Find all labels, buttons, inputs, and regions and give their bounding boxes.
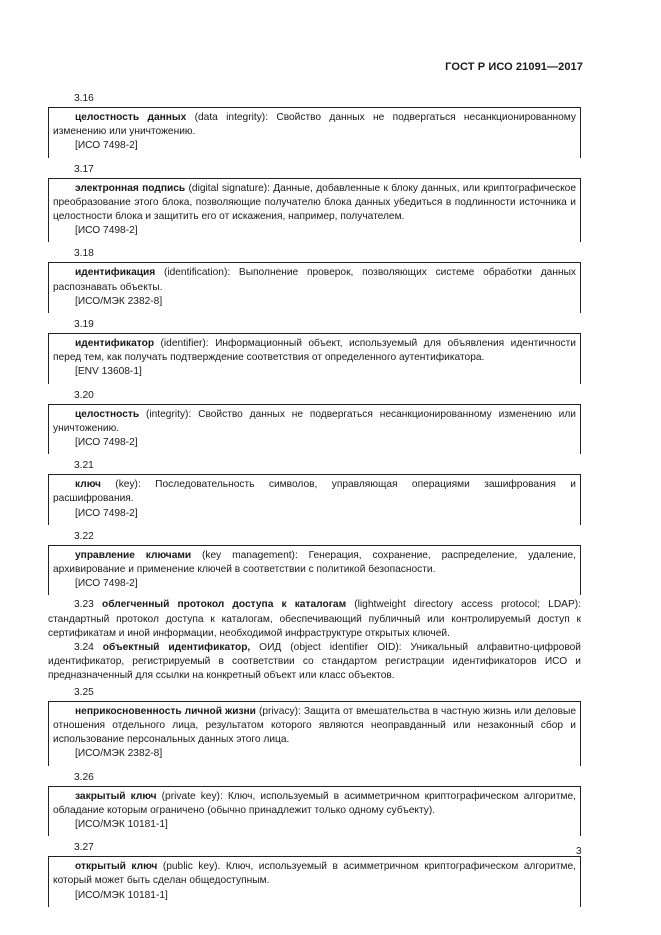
term: целостность <box>75 408 140 420</box>
entry-number: 3.18 <box>74 248 94 260</box>
source-reference: [ИСО 7498-2] <box>75 140 138 152</box>
source-reference: [ИСО/МЭК 10181-1] <box>75 889 168 901</box>
definition-box <box>48 404 581 455</box>
definition-text <box>53 860 576 888</box>
definition-text <box>53 266 576 294</box>
term: электронная подпись <box>75 182 186 194</box>
definition-box <box>48 262 581 313</box>
term: облегченный протокол доступа к каталогам <box>101 599 347 611</box>
paragraph-3-24 <box>48 641 581 684</box>
definition-text <box>53 182 576 225</box>
term: закрытый ключ <box>75 790 157 802</box>
definition: (identification): Выполнение проверок, позволяющих системе обработки данных распознавать объекты. <box>53 267 576 293</box>
source-reference: [ИСО/МЭК 2382-8] <box>75 748 163 760</box>
term: ключ <box>75 479 101 491</box>
definition: (identifier): Информационный объект, используемый для объявления идентичности перед тем, как получать подтверждение соответствия от определенного аутентификатора. <box>53 338 576 364</box>
entry-number: 3.24 <box>74 642 94 654</box>
term: объектный идентификатор, <box>102 642 251 654</box>
definition: (digital signature): Данные, добавленные к блоку данных, или криптографическое преобразование этого блока, позволяющие получателю блока данных убедиться в подлинности источника и целостности блока и защитить его от искажения, например, получателем. <box>53 182 577 223</box>
term: неприкосновенность личной жизни <box>75 705 256 717</box>
term: открытый ключ <box>75 861 158 873</box>
source-reference: [ИСО 7498-2] <box>75 578 138 590</box>
definition-box <box>48 178 581 243</box>
term: идентификатор <box>75 338 155 350</box>
source-reference: [ИСО 7498-2] <box>75 225 138 237</box>
definition: (lightweight directory access protocol; LDAP): стандартный протокол доступа к каталогам, обеспечивающий публичный или контролируемый доступ к сертификатам и иной информации, необходимой инфраструктуре открытых ключей. <box>48 599 581 639</box>
source-reference: [ИСО 7498-2] <box>75 437 138 449</box>
source-reference: [ИСО 7498-2] <box>75 507 138 519</box>
entry-number: 3.17 <box>74 163 94 175</box>
definition: (key management): Генерация, сохранение, распределение, удаление, архивирование и применение ключей в соответствии с политикой безопасности. <box>53 549 576 576</box>
entry-number: 3.22 <box>74 530 94 542</box>
term: целостность данных <box>75 112 187 123</box>
term: идентификация <box>75 267 156 279</box>
definition-box <box>48 856 581 907</box>
entry-number: 3.26 <box>74 771 94 783</box>
definition-box <box>48 701 581 766</box>
entry-number: 3.27 <box>74 842 94 854</box>
definition-text <box>53 705 576 748</box>
entry-number: 3.19 <box>74 319 94 331</box>
entry-number: 3.21 <box>74 460 94 472</box>
definition: (public key). Ключ, используемый в асимметричном криптографическом алгоритме, который может быть сделан общедоступным. <box>53 861 577 887</box>
definition-box <box>48 545 581 596</box>
definition: ОИД (object identifier OID): Уникальный алфавитно-цифровой идентификатор, регистрируемый в соответствии со стандартом регистрации идентификаторов ИСО и предназначенный для ссылки на конкретный объект или класс объектов. <box>48 642 581 682</box>
entry-number: 3.23 <box>74 599 94 611</box>
entry-number: 3.16 <box>74 93 94 104</box>
entry-number: 3.20 <box>74 389 94 401</box>
definition-box <box>48 333 581 384</box>
source-reference: [ИСО/МЭК 10181-1] <box>75 818 168 830</box>
definition-text <box>53 790 576 818</box>
definition-text <box>53 549 576 577</box>
definition-text <box>53 111 576 139</box>
definition: (key): Последовательность символов, управляющая операциями зашифрования и расшифрования. <box>53 479 576 505</box>
term: управление ключами <box>75 549 192 561</box>
definition: (data integrity): Свойство данных не подвергаться несанкционированному изменению или уничтожению. <box>53 112 576 138</box>
definition-text <box>53 408 576 436</box>
paragraph-3-23 <box>48 598 581 641</box>
definition-box <box>48 107 581 158</box>
page-content <box>48 90 581 910</box>
page-number: 3 <box>576 846 582 857</box>
source-reference: [ИСО/МЭК 2382-8] <box>75 295 163 307</box>
definition-text <box>53 478 576 506</box>
definition: (privacy): Защита от вмешательства в частную жизнь или деловые отношения отдельного лица, результатом которого являются неоправданный или незаконный сбор и использование персональных данных этого лица. <box>53 705 576 746</box>
definition: (integrity): Свойство данных не подвергаться несанкционированному изменению или уничтожению. <box>53 408 576 434</box>
definition-box <box>48 474 581 525</box>
definition-text <box>53 337 576 365</box>
source-reference: [ENV 13608-1] <box>75 366 142 378</box>
definition: (private key): Ключ, используемый в асимметричном криптографическом алгоритме, обладание которым ограничено (обычно принадлежит только одному субъекту). <box>53 790 576 816</box>
definition-box <box>48 786 581 837</box>
document-header: ГОСТ Р ИСО 21091—2017 <box>445 61 583 73</box>
entry-number: 3.25 <box>74 686 94 698</box>
